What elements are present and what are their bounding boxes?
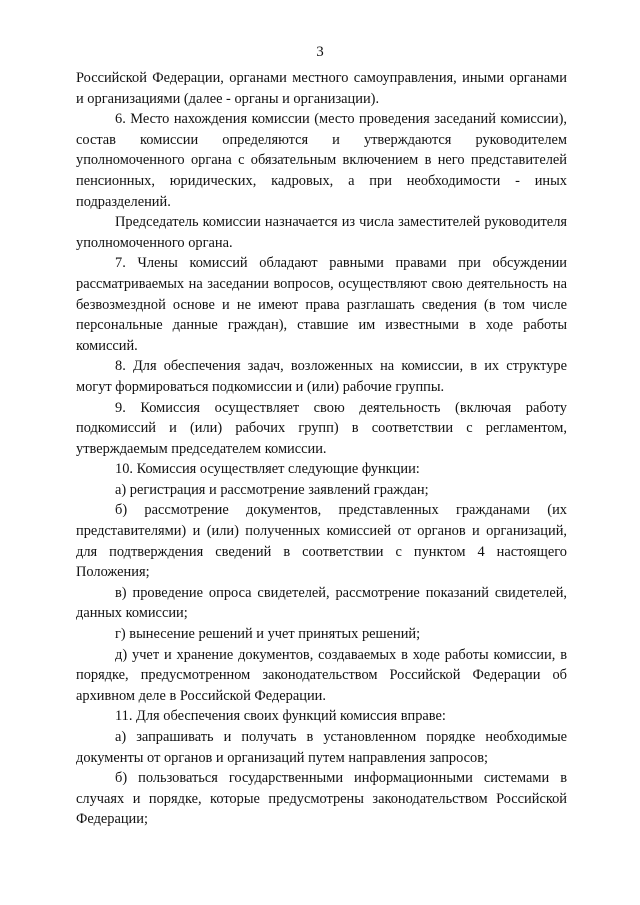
paragraph-item-8: 8. Для обеспечения задач, возложенных на комиссии, в их структуре могут формироваться подкомиссии и (или) рабочие группы. <box>76 358 567 395</box>
paragraph-item-10-d: д) учет и хранение документов, создаваемых в ходе работы комиссии, в порядке, предусмотренном законодательством Российской Федерации об архивном деле в Российской Федерации. <box>76 646 567 704</box>
paragraph-item-10-v: в) проведение опроса свидетелей, рассмотрение показаний свидетелей, данных комиссии; <box>76 584 567 622</box>
paragraph-item-11: 11. Для обеспечения своих функций комиссия вправе: <box>115 708 446 725</box>
paragraph-item-7: 7. Члены комиссий обладают равными правами при обсуждении рассматриваемых на заседании вопросов, осуществляют свою деятельность на безвозмездной основе и не имеют права разглашать сведения (в том числе персональные данные граждан), ставшие им известными в ходе работы комиссий. <box>76 255 567 354</box>
paragraph-item-10-a: а) регистрация и рассмотрение заявлений граждан; <box>115 481 429 498</box>
paragraph-item-9: 9. Комиссия осуществляет свою деятельность (включая работу подкомиссий и (или) рабочих групп) в соответствии с регламентом, утверждаемым председателем комиссии. <box>76 399 567 457</box>
paragraph-item-10-b: б) рассмотрение документов, представленных гражданами (их представителями) и (или) полученных комиссией от органов и организаций, для подтверждения сведений в соответствии с пунктом 4 настоящего Положения; <box>76 502 567 581</box>
paragraph-continuation: Российской Федерации, органами местного самоуправления, иными органами и организациями (далее - органы и организации). <box>76 70 567 107</box>
document-body <box>76 68 567 830</box>
paragraph-item-6: 6. Место нахождения комиссии (место проведения заседаний комиссии), состав комиссии определяются и утверждаются руководителем уполномоченного органа с обязательным включением в него представителей пенсионных, юридических, кадровых, а при необходимости - иных подразделений. <box>76 111 567 210</box>
paragraph-chairman: Председатель комиссии назначается из числа заместителей руководителя уполномоченного органа. <box>76 214 567 251</box>
paragraph-item-11-b: б) пользоваться государственными информационными системами в случаях и порядке, которые предусмотрены законодательством Российской Федерации; <box>76 770 567 828</box>
paragraph-item-11-a: а) запрашивать и получать в установленном порядке необходимые документы от органов и организаций путем направления запросов; <box>76 729 567 766</box>
page-number: 3 <box>316 44 324 60</box>
paragraph-item-10-g: г) вынесение решений и учет принятых решений; <box>115 626 421 643</box>
paragraph-item-10: 10. Комиссия осуществляет следующие функции: <box>115 461 420 478</box>
